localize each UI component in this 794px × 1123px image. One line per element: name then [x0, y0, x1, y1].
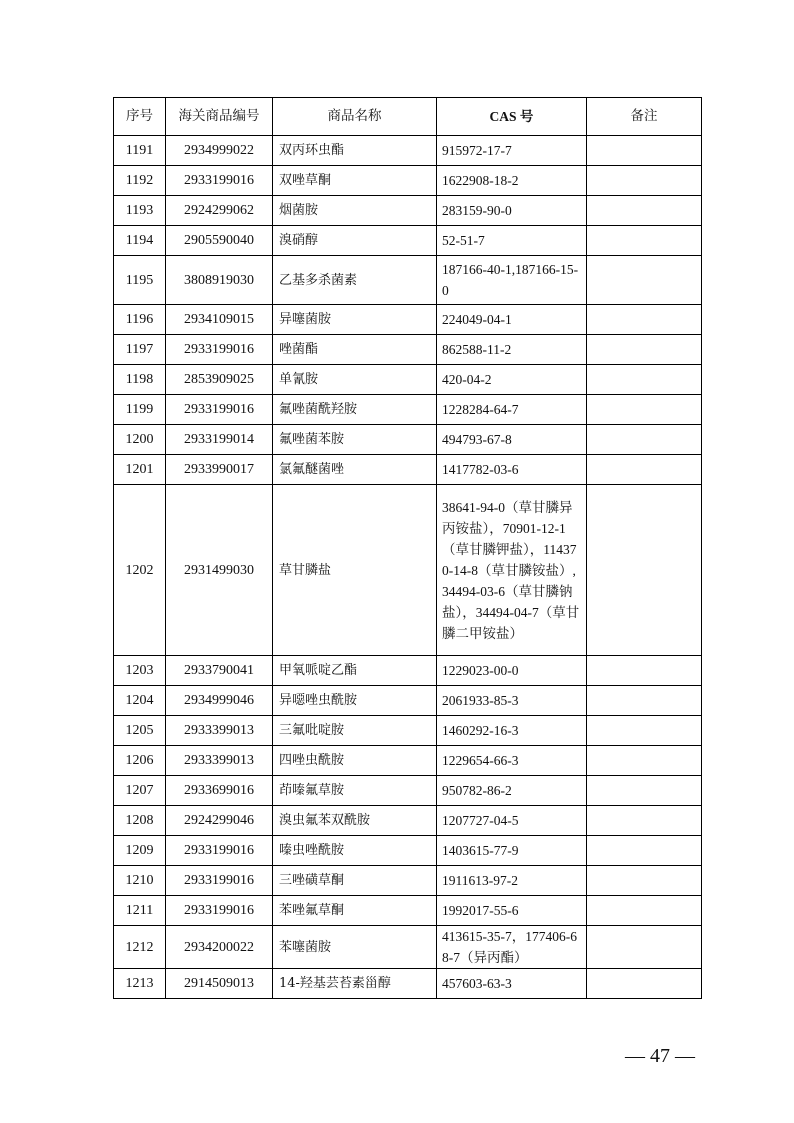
cell-hs-code: 2933990017 — [166, 455, 273, 485]
cell-hs-code: 2933199016 — [166, 896, 273, 926]
table-row — [114, 969, 702, 999]
cell-name: 氟唑菌苯胺 — [273, 425, 437, 455]
cell-name: 苯唑氟草酮 — [273, 896, 437, 926]
cell-name: 甲氧哌啶乙酯 — [273, 656, 437, 686]
cell-hs-code: 2905590040 — [166, 226, 273, 256]
cell-cas: 862588-11-2 — [437, 335, 587, 365]
cell-seq: 1202 — [114, 485, 166, 656]
cell-hs-code: 2914509013 — [166, 969, 273, 999]
cell-name: 烟菌胺 — [273, 196, 437, 226]
cell-seq: 1196 — [114, 305, 166, 335]
cell-cas: 1229023-00-0 — [437, 656, 587, 686]
cell-hs-code: 2924299046 — [166, 806, 273, 836]
cell-seq: 1197 — [114, 335, 166, 365]
cell-cas: 38641-94-0（草甘膦异丙铵盐），70901-12-1（草甘膦钾盐），114370-14-8（草甘膦铵盐）, 34494-03-6（草甘膦钠盐），34494-04-7（草甘膦二甲铵盐） — [437, 485, 587, 656]
cell-hs-code: 2934109015 — [166, 305, 273, 335]
cell-note — [587, 656, 702, 686]
table-row — [114, 335, 702, 365]
cell-hs-code: 2933399013 — [166, 746, 273, 776]
table-row — [114, 226, 702, 256]
cell-cas: 915972-17-7 — [437, 136, 587, 166]
cell-note — [587, 806, 702, 836]
cell-hs-code: 2933199016 — [166, 166, 273, 196]
cell-note — [587, 746, 702, 776]
cell-note — [587, 455, 702, 485]
cell-cas: 1228284-64-7 — [437, 395, 587, 425]
cell-seq: 1199 — [114, 395, 166, 425]
table-row — [114, 776, 702, 806]
cell-hs-code: 2924299062 — [166, 196, 273, 226]
table-row — [114, 926, 702, 969]
cell-note — [587, 256, 702, 305]
table-row — [114, 716, 702, 746]
cell-hs-code: 2934200022 — [166, 926, 273, 969]
cell-name: 唑菌酯 — [273, 335, 437, 365]
cell-name: 苯噻菌胺 — [273, 926, 437, 969]
cell-seq: 1192 — [114, 166, 166, 196]
cell-seq: 1210 — [114, 866, 166, 896]
cell-hs-code: 2933199016 — [166, 836, 273, 866]
table-row — [114, 166, 702, 196]
cell-seq: 1206 — [114, 746, 166, 776]
cell-name: 三氟吡啶胺 — [273, 716, 437, 746]
table-row — [114, 395, 702, 425]
cell-name: 14-羟基芸苔素甾醇 — [273, 969, 437, 999]
cell-cas: 187166-40-1,187166-15-0 — [437, 256, 587, 305]
cell-seq: 1201 — [114, 455, 166, 485]
table-body — [114, 136, 702, 999]
cell-note — [587, 926, 702, 969]
cell-hs-code: 2933199016 — [166, 335, 273, 365]
header-seq: 序号 — [114, 98, 166, 136]
cell-hs-code: 2933790041 — [166, 656, 273, 686]
table-row — [114, 455, 702, 485]
cell-name: 四唑虫酰胺 — [273, 746, 437, 776]
table-row — [114, 806, 702, 836]
cell-name: 异噻菌胺 — [273, 305, 437, 335]
cell-seq: 1198 — [114, 365, 166, 395]
cell-note — [587, 136, 702, 166]
cell-seq: 1191 — [114, 136, 166, 166]
cell-name: 异噁唑虫酰胺 — [273, 686, 437, 716]
cell-seq: 1213 — [114, 969, 166, 999]
cell-cas: 283159-90-0 — [437, 196, 587, 226]
cell-note — [587, 485, 702, 656]
cell-cas: 420-04-2 — [437, 365, 587, 395]
cell-hs-code: 2933199016 — [166, 395, 273, 425]
cell-note — [587, 196, 702, 226]
cell-note — [587, 226, 702, 256]
cell-cas: 2061933-85-3 — [437, 686, 587, 716]
table-row — [114, 136, 702, 166]
cell-seq: 1208 — [114, 806, 166, 836]
cell-seq: 1193 — [114, 196, 166, 226]
cell-cas: 457603-63-3 — [437, 969, 587, 999]
cell-hs-code: 2933199014 — [166, 425, 273, 455]
cell-note — [587, 335, 702, 365]
cell-hs-code: 2853909025 — [166, 365, 273, 395]
cell-name: 溴硝醇 — [273, 226, 437, 256]
table-row — [114, 656, 702, 686]
header-note: 备注 — [587, 98, 702, 136]
table-row — [114, 686, 702, 716]
table-row — [114, 485, 702, 656]
cell-name: 氯氟醚菌唑 — [273, 455, 437, 485]
table-header-row — [114, 98, 702, 136]
cell-hs-code: 2933399013 — [166, 716, 273, 746]
cell-name: 草甘膦盐 — [273, 485, 437, 656]
cell-seq: 1194 — [114, 226, 166, 256]
header-cas: CAS 号 — [437, 98, 587, 136]
cell-note — [587, 365, 702, 395]
cell-note — [587, 686, 702, 716]
cell-cas: 1417782-03-6 — [437, 455, 587, 485]
cell-cas: 1460292-16-3 — [437, 716, 587, 746]
cell-cas: 1992017-55-6 — [437, 896, 587, 926]
cell-name: 茚嗪氟草胺 — [273, 776, 437, 806]
table-row — [114, 365, 702, 395]
cell-note — [587, 305, 702, 335]
cell-seq: 1209 — [114, 836, 166, 866]
cell-note — [587, 776, 702, 806]
cell-seq: 1200 — [114, 425, 166, 455]
table-row — [114, 746, 702, 776]
cell-note — [587, 166, 702, 196]
cell-seq: 1195 — [114, 256, 166, 305]
cell-cas: 1229654-66-3 — [437, 746, 587, 776]
cell-hs-code: 2933699016 — [166, 776, 273, 806]
cell-cas: 413615-35-7，177406-68-7（异丙酯） — [437, 926, 587, 969]
table-row — [114, 425, 702, 455]
cell-name: 双丙环虫酯 — [273, 136, 437, 166]
cell-note — [587, 866, 702, 896]
cell-cas: 950782-86-2 — [437, 776, 587, 806]
cell-name: 氟唑菌酰羟胺 — [273, 395, 437, 425]
table-row — [114, 196, 702, 226]
cell-name: 单氰胺 — [273, 365, 437, 395]
cell-seq: 1203 — [114, 656, 166, 686]
cell-seq: 1211 — [114, 896, 166, 926]
cell-cas: 1622908-18-2 — [437, 166, 587, 196]
table-row — [114, 836, 702, 866]
cell-name: 溴虫氟苯双酰胺 — [273, 806, 437, 836]
cell-seq: 1212 — [114, 926, 166, 969]
cell-name: 三唑磺草酮 — [273, 866, 437, 896]
cell-note — [587, 716, 702, 746]
cell-cas: 52-51-7 — [437, 226, 587, 256]
cell-hs-code: 2934999022 — [166, 136, 273, 166]
cell-cas: 1911613-97-2 — [437, 866, 587, 896]
cell-hs-code: 2933199016 — [166, 866, 273, 896]
table-row — [114, 256, 702, 305]
table-row — [114, 896, 702, 926]
cell-cas: 1403615-77-9 — [437, 836, 587, 866]
cell-name: 双唑草酮 — [273, 166, 437, 196]
cell-seq: 1205 — [114, 716, 166, 746]
commodity-table — [113, 97, 702, 999]
table-row — [114, 866, 702, 896]
cell-note — [587, 969, 702, 999]
cell-note — [587, 836, 702, 866]
cell-note — [587, 395, 702, 425]
cell-note — [587, 896, 702, 926]
header-hs-code: 海关商品编号 — [166, 98, 273, 136]
table-row — [114, 305, 702, 335]
cell-seq: 1207 — [114, 776, 166, 806]
cell-name: 嗪虫唑酰胺 — [273, 836, 437, 866]
cell-seq: 1204 — [114, 686, 166, 716]
cell-hs-code: 2931499030 — [166, 485, 273, 656]
cell-cas: 494793-67-8 — [437, 425, 587, 455]
cell-hs-code: 3808919030 — [166, 256, 273, 305]
cell-cas: 224049-04-1 — [437, 305, 587, 335]
page-number: — 47 — — [625, 1045, 695, 1067]
header-name: 商品名称 — [273, 98, 437, 136]
cell-cas: 1207727-04-5 — [437, 806, 587, 836]
cell-name: 乙基多杀菌素 — [273, 256, 437, 305]
cell-hs-code: 2934999046 — [166, 686, 273, 716]
cell-note — [587, 425, 702, 455]
